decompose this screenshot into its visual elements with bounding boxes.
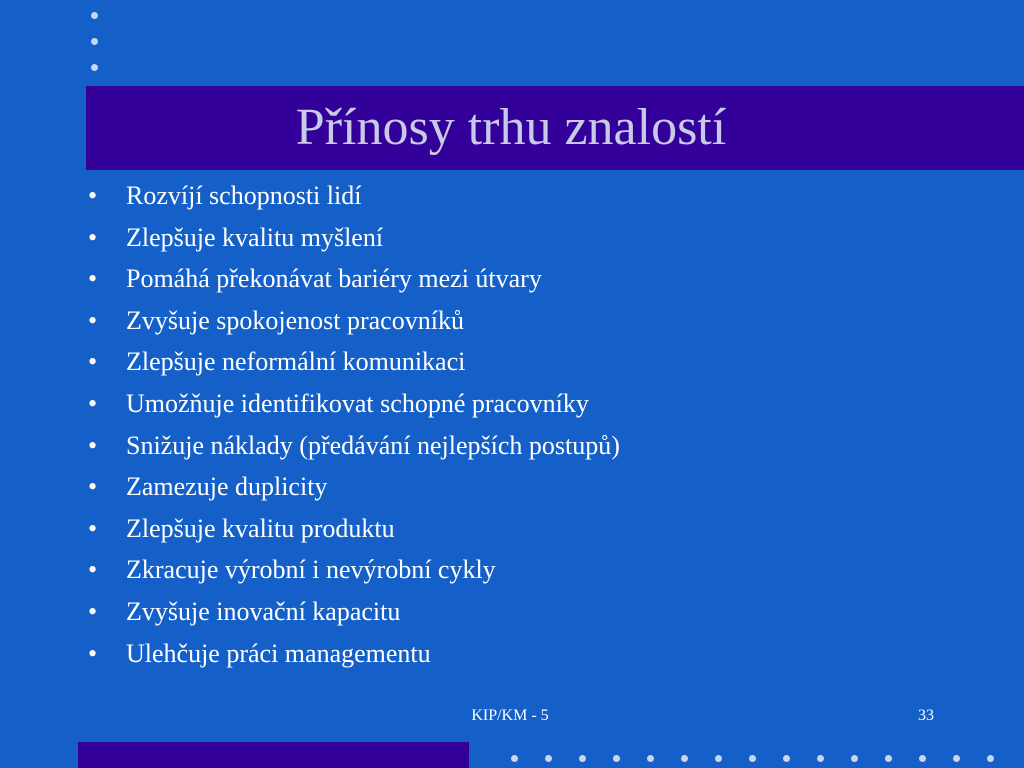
bullet-text: Zamezuje duplicity [126, 472, 328, 502]
bullet-item [88, 383, 988, 425]
decorative-dot [749, 755, 756, 762]
bullet-text: Rozvíjí schopnosti lidí [126, 181, 362, 210]
bullet-icon: • [88, 181, 98, 210]
bullet-icon: • [88, 513, 98, 543]
decorative-dot [953, 755, 960, 762]
decorative-dot [919, 755, 926, 762]
bullet-item [88, 341, 988, 383]
decorative-dot [715, 755, 722, 762]
decorative-dot [545, 755, 552, 762]
bullet-icon: • [88, 222, 98, 252]
bullet-text: Zvyšuje spokojenost pracovníků [126, 305, 464, 335]
bullet-item [88, 425, 988, 467]
bullet-icon: • [88, 430, 98, 460]
bullet-icon: • [88, 596, 98, 626]
decorative-dot [91, 64, 98, 71]
decorative-dot [783, 755, 790, 762]
bullet-item [88, 217, 988, 259]
bullet-icon: • [88, 347, 98, 377]
bullet-text: Umožňuje identifikovat schopné pracovníky [126, 388, 589, 418]
decorative-dot [987, 755, 994, 762]
bullet-text: Ulehčuje práci managementu [126, 638, 431, 668]
bullet-icon: • [88, 472, 98, 502]
decorative-dot [647, 755, 654, 762]
decorative-dot [851, 755, 858, 762]
bullet-icon: • [88, 305, 98, 335]
footer-label: KIP/KM - 5 [471, 707, 549, 724]
bullet-item [88, 258, 988, 300]
bullet-item [88, 549, 988, 591]
bullet-item [88, 175, 988, 217]
bullet-icon: • [88, 264, 98, 294]
bullet-text: Zkracuje výrobní i nevýrobní cykly [126, 555, 496, 585]
bottom-bar [78, 742, 469, 768]
decorative-dot [579, 755, 586, 762]
decorative-dot [885, 755, 892, 762]
bullet-list [88, 175, 988, 674]
page-number: 33 [918, 707, 934, 724]
bullet-item [88, 466, 988, 508]
decorative-dot [613, 755, 620, 762]
bullet-icon: • [88, 388, 98, 418]
bullet-text: Zvyšuje inovační kapacitu [126, 596, 401, 626]
bullet-text: Pomáhá překonávat bariéry mezi útvary [126, 264, 542, 294]
bullet-icon: • [88, 638, 98, 668]
bullet-text: Zlepšuje neformální komunikaci [126, 347, 466, 377]
decorative-dot [91, 38, 98, 45]
slide-title: Přínosy trhu znalostí [295, 99, 727, 156]
bullet-item [88, 300, 988, 342]
bullet-text: Snižuje náklady (předávání nejlepších postupů) [126, 430, 620, 460]
bullet-item [88, 591, 988, 633]
bullet-text: Zlepšuje kvalitu produktu [126, 513, 395, 543]
bullet-icon: • [88, 555, 98, 585]
bullet-text: Zlepšuje kvalitu myšlení [126, 222, 384, 252]
bullet-item [88, 633, 988, 675]
bullet-item [88, 508, 988, 550]
decorative-dot [817, 755, 824, 762]
decorative-dot [681, 755, 688, 762]
decorative-dot [511, 755, 518, 762]
decorative-dot [91, 12, 98, 19]
